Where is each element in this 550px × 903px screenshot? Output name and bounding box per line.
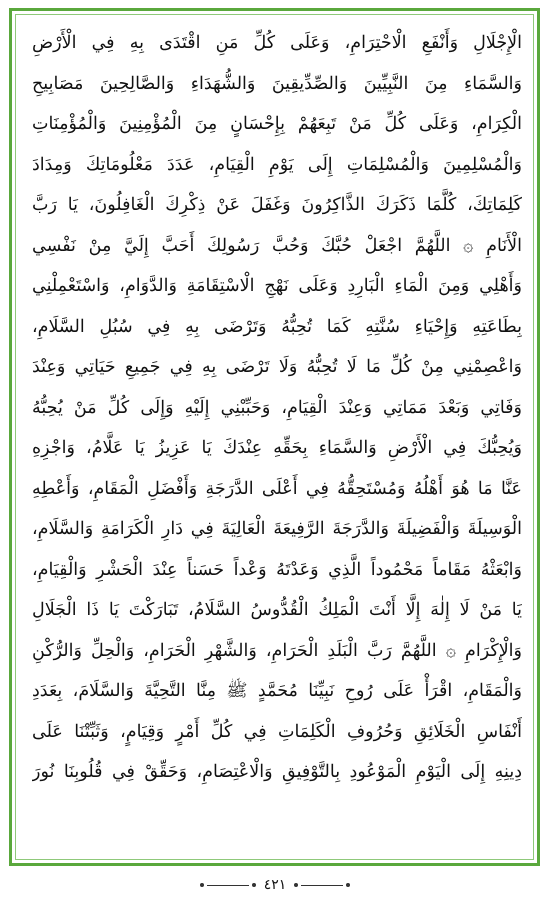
text-line: الْكِرَامِ، وَعَلَى كُلِّ مَنْ تَبِعَهُمْ بِإِحْسَانٍ مِنَ الْمُؤْمِنِينَ وَالْمُؤْمِنَاتِ [32,114,522,134]
page-frame [9,8,540,866]
text-line: وَالْمَقَامِ، اقْرَأْ عَلَى رُوحِ نَبِيِّنَا مُحَمَّدٍ ﷺ مِنَّا التَّحِيَّةَ وَالسَّلَامَ، بِعَدَدِ [32,681,522,701]
text-line: وَفَاتِي وَبَعْدَ مَمَاتِي وَعِنْدَ الْقِيَامِ، وَحَبِّبْنِي إِلَيْهِ وَإِلَى كُلِّ مَنْ يُحِبُّهُ [32,397,522,418]
text-line: وَيُحِبُّكَ فِي الْأَرْضِ وَالسَّمَاءِ بِحَقِّهِ عِنْدَكَ يَا عَزِيزُ يَا عَلَّامُ، وَاجْزِهِ [32,438,522,458]
text-line: أَنْفَاسِ الْخَلَائِقِ وَحُرُوفِ الْكَلِمَاتِ فِي كُلِّ أَمْرٍ وَقِيَامٍ، وَثَبِّتْنَا عَلَى [32,721,522,742]
text-line: الْإِجْلَالِ وَأَنْفَعِ الْاحْتِرَامِ، وَعَلَى كُلِّ مَنِ اقْتَدَى بِهِ فِي الْأَرْضِ [32,33,522,53]
text-body [32,23,522,793]
text-line: وَابْعَثْهُ مَقَاماً مَحْمُوداً الَّذِي وَعَدْتَهُ وَعْداً حَسَناً عِنْدَ الْحَشْرِ وَالْقِيَامِ، [32,559,522,580]
page-footer [0,873,550,897]
text-line: بِطَاعَتِهِ وَإِحْيَاءِ سُنَّتِهِ كَمَا تُحِبُّهُ وَتَرْضَى بِهِ فِي سُبُلِ السَّلَامِ، [32,316,522,337]
text-line: الْوَسِيلَةَ وَالْفَضِيلَةَ وَالدَّرَجَةَ الرَّفِيعَةَ الْعَالِيَةَ فِي دَارِ الْكَرَامَةِ وَالسَّلَامِ، [32,519,522,539]
text-line: دِينِهِ إِلَى الْيَوْمِ الْمَوْعُودِ بِالتَّوْفِيقِ وَالْاعْتِصَامِ، وَحَقِّقْ فِي قُلُوبِنَا نُورَ [32,762,522,782]
text-line: وَاعْصِمْنِي مِنْ كُلِّ مَا لَا تُحِبُّهُ وَلَا تَرْضَى بِهِ فِي جَمِيعِ حَيَاتِي وَعِنْدَ [32,357,522,377]
text-line: يَا مَنْ لَا إِلٰهَ إِلَّا أَنْتَ الْمَلِكُ الْقُدُّوسُ السَّلَامُ، تَبَارَكْتَ يَا ذَا الْجَلَالِ [32,600,522,620]
text-line: وَالْمُسْلِمِينَ وَالْمُسْلِمَاتِ إِلَى يَوْمِ الْقِيَامِ، عَدَدَ مَعْلُومَاتِكَ وَمِدَادَ [32,154,522,175]
page-number: ٤٢١ [263,877,287,893]
text-line: كَلِمَاتِكَ، كُلَّمَا ذَكَرَكَ الذَّاكِرُونَ وَغَفَلَ عَنْ ذِكْرِكَ الْغَافِلُونَ، يَا رَبَّ [32,195,522,215]
text-line: وَالسَّمَاءِ مِنَ النَّبِيِّينَ وَالصِّدِّيقِينَ وَالشُّهَدَاءِ وَالصَّالِحِينَ مَصَابِيحِ [32,73,522,94]
text-line: عَنَّا مَا هُوَ أَهْلُهُ وَمُسْتَحِقُّهُ فِي أَعْلَى الدَّرَجَةِ وَأَفْضَلِ الْمَقَامِ، وَأَعْطِهِ [32,478,522,499]
text-line: الْأَنَامِ ۞ اللَّهُمَّ اجْعَلْ حُبَّكَ وَحُبَّ رَسُولِكَ أَحَبَّ إِلَيَّ مِنْ نَفْسِي [32,235,522,256]
flourish-ornament-icon [200,883,256,887]
flourish-ornament-icon [294,883,350,887]
text-line: وَالْإِكْرَامِ ۞ اللَّهُمَّ رَبَّ الْبَلَدِ الْحَرَامِ، وَالشَّهْرِ الْحَرَامِ، وَالْحِلِّ وَالرُّكْنِ [32,640,522,661]
text-line: وَأَهْلِي وَمِنَ الْمَاءِ الْبَارِدِ وَعَلَى نَهْجِ الْاسْتِقَامَةِ وَالدَّوَامِ، وَاسْتَعْمِلْنِي [32,276,522,296]
